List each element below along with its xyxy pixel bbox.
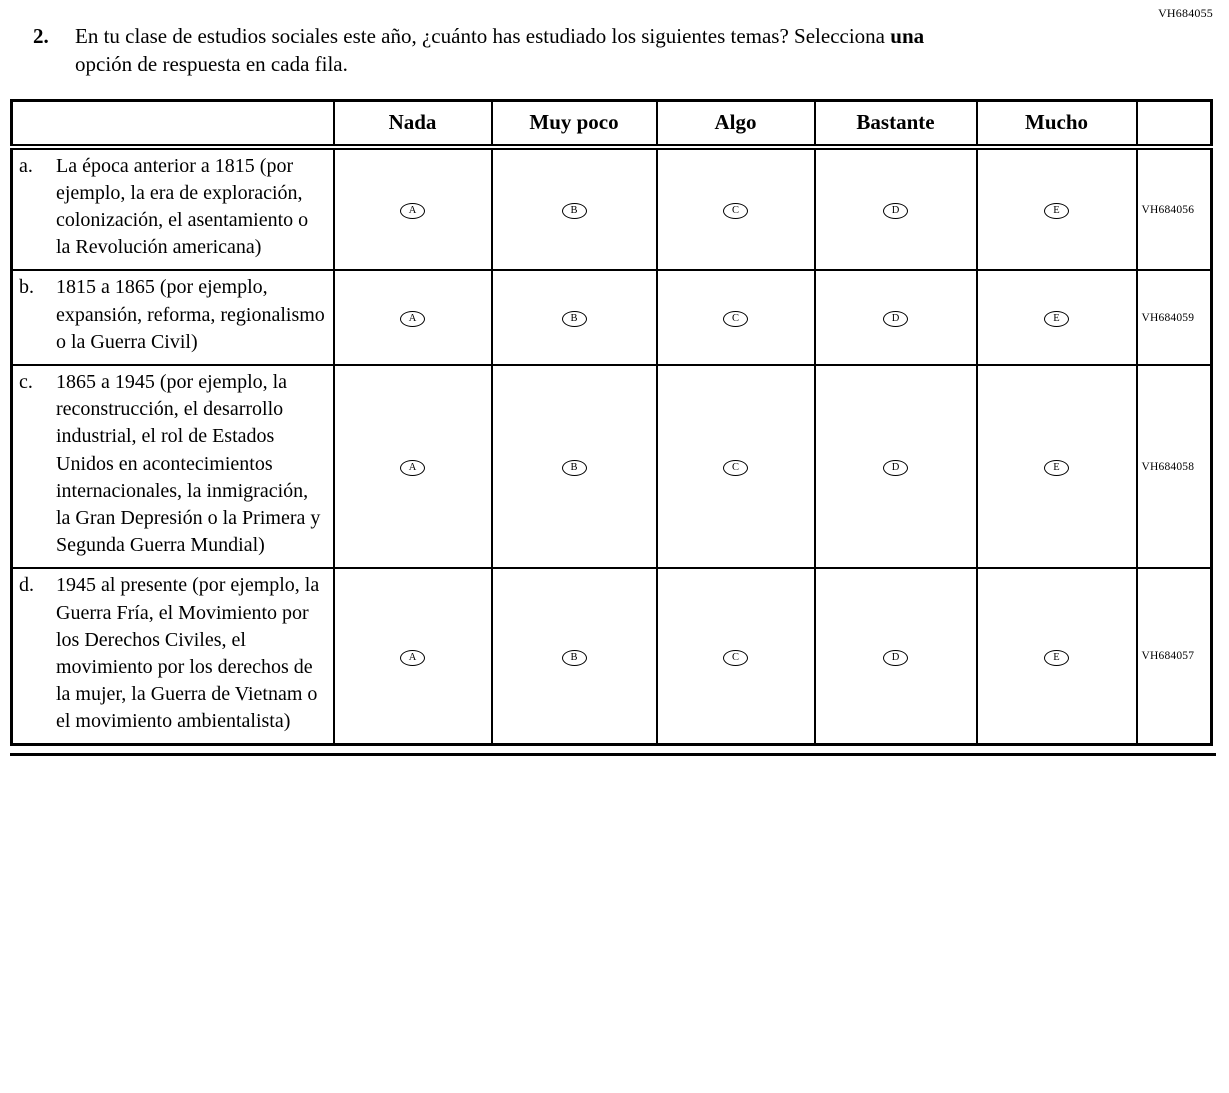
code-cell-d (1137, 568, 1212, 745)
item-text-d: 1945 al presente (por ejemplo, la Guerra Fría, el Movimiento por los Derechos Civiles, el movimiento por los derechos de la mujer, la Guerra de Vietnam o el movimiento ambientalista) (56, 574, 320, 733)
code-cell-b (1137, 270, 1212, 365)
table-row-c (12, 365, 1212, 568)
question-text-part2: opción de respuesta en cada fila. (75, 52, 348, 77)
row-c-option-bubble-C[interactable]: C (723, 460, 748, 476)
option-cell-d-bastante (815, 568, 977, 745)
option-cell-a-mucho (977, 147, 1137, 271)
row-b-option-bubble-C[interactable]: C (723, 311, 748, 327)
bottom-rule (10, 753, 1216, 756)
item-cell-c (12, 365, 334, 568)
question-bold-word: una (890, 24, 925, 48)
row-d-option-bubble-D[interactable]: D (883, 650, 908, 666)
col-header-bastante: Bastante (815, 100, 977, 147)
code-cell-c (1137, 365, 1212, 568)
option-cell-b-muy-poco (492, 270, 657, 365)
item-cell-b (12, 270, 334, 365)
option-cell-d-muy-poco (492, 568, 657, 745)
option-cell-d-nada (334, 568, 492, 745)
option-cell-c-mucho (977, 365, 1137, 568)
row-b-option-bubble-D[interactable]: D (883, 311, 908, 327)
option-cell-a-muy-poco (492, 147, 657, 271)
option-cell-b-nada (334, 270, 492, 365)
option-cell-c-algo (657, 365, 815, 568)
row-a-option-bubble-D[interactable]: D (883, 203, 908, 219)
header-blank-code-cell (1137, 100, 1212, 147)
row-a-option-bubble-A[interactable]: A (400, 203, 425, 219)
question-number: 2. (33, 24, 49, 48)
code-cell-a (1137, 147, 1212, 271)
row-c-option-bubble-D[interactable]: D (883, 460, 908, 476)
row-code-c: VH684058 (1141, 460, 1195, 473)
header-row (12, 100, 1212, 147)
row-d-option-bubble-B[interactable]: B (562, 650, 587, 666)
row-code-b: VH684059 (1141, 311, 1195, 324)
item-letter-c: c. (19, 371, 33, 393)
option-cell-c-muy-poco (492, 365, 657, 568)
row-c-option-bubble-A[interactable]: A (400, 460, 425, 476)
question-text-part1: En tu clase de estudios sociales este año, ¿cuánto has estudiado los siguientes temas? Selecciona (75, 24, 891, 48)
header-blank-cell (12, 100, 334, 147)
row-b-option-bubble-E[interactable]: E (1044, 311, 1069, 327)
row-code-a: VH684056 (1141, 203, 1195, 216)
item-text-c: 1865 a 1945 (por ejemplo, la reconstrucción, el desarrollo industrial, el rol de Estados Unidos en acontecimientos internacionales, la inmigración, la Gran Depresión o la Primera y Segunda Guerra Mundial) (56, 371, 321, 557)
row-a-option-bubble-C[interactable]: C (723, 203, 748, 219)
item-letter-d: d. (19, 574, 34, 597)
item-letter-b: b. (19, 276, 34, 299)
item-text-b: 1815 a 1865 (por ejemplo, expansión, reforma, regionalismo o la Guerra Civil) (56, 276, 325, 353)
question-text (75, 22, 980, 79)
option-cell-d-mucho (977, 568, 1137, 745)
option-cell-a-bastante (815, 147, 977, 271)
item-letter-a: a. (19, 154, 33, 177)
row-c-option-bubble-B[interactable]: B (562, 460, 587, 476)
row-a-option-bubble-B[interactable]: B (562, 203, 587, 219)
row-b-option-bubble-B[interactable]: B (562, 311, 587, 327)
response-matrix-table (10, 99, 1213, 747)
row-c-option-bubble-E[interactable]: E (1044, 460, 1069, 476)
question (33, 22, 1229, 79)
col-header-nada: Nada (334, 100, 492, 147)
option-cell-a-algo (657, 147, 815, 271)
option-cell-b-mucho (977, 270, 1137, 365)
table-row-d (12, 568, 1212, 745)
item-text-a: La época anterior a 1815 (por ejemplo, la era de exploración, colonización, el asentamiento o la Revolución americana) (56, 154, 309, 259)
option-cell-b-bastante (815, 270, 977, 365)
row-d-option-bubble-C[interactable]: C (723, 650, 748, 666)
option-cell-d-algo (657, 568, 815, 745)
item-cell-d (12, 568, 334, 745)
option-cell-c-nada (334, 365, 492, 568)
table-row-b (12, 270, 1212, 365)
option-cell-c-bastante (815, 365, 977, 568)
page-accession-code: VH684055 (1158, 6, 1213, 20)
row-d-option-bubble-E[interactable]: E (1044, 650, 1069, 666)
row-b-option-bubble-A[interactable]: A (400, 311, 425, 327)
col-header-algo: Algo (657, 100, 815, 147)
row-d-option-bubble-A[interactable]: A (400, 650, 425, 666)
option-cell-a-nada (334, 147, 492, 271)
item-cell-a (12, 147, 334, 271)
row-a-option-bubble-E[interactable]: E (1044, 203, 1069, 219)
col-header-mucho: Mucho (977, 100, 1137, 147)
table-row-a (12, 147, 1212, 271)
option-cell-b-algo (657, 270, 815, 365)
row-code-d: VH684057 (1141, 650, 1195, 663)
col-header-muy-poco: Muy poco (492, 100, 657, 147)
